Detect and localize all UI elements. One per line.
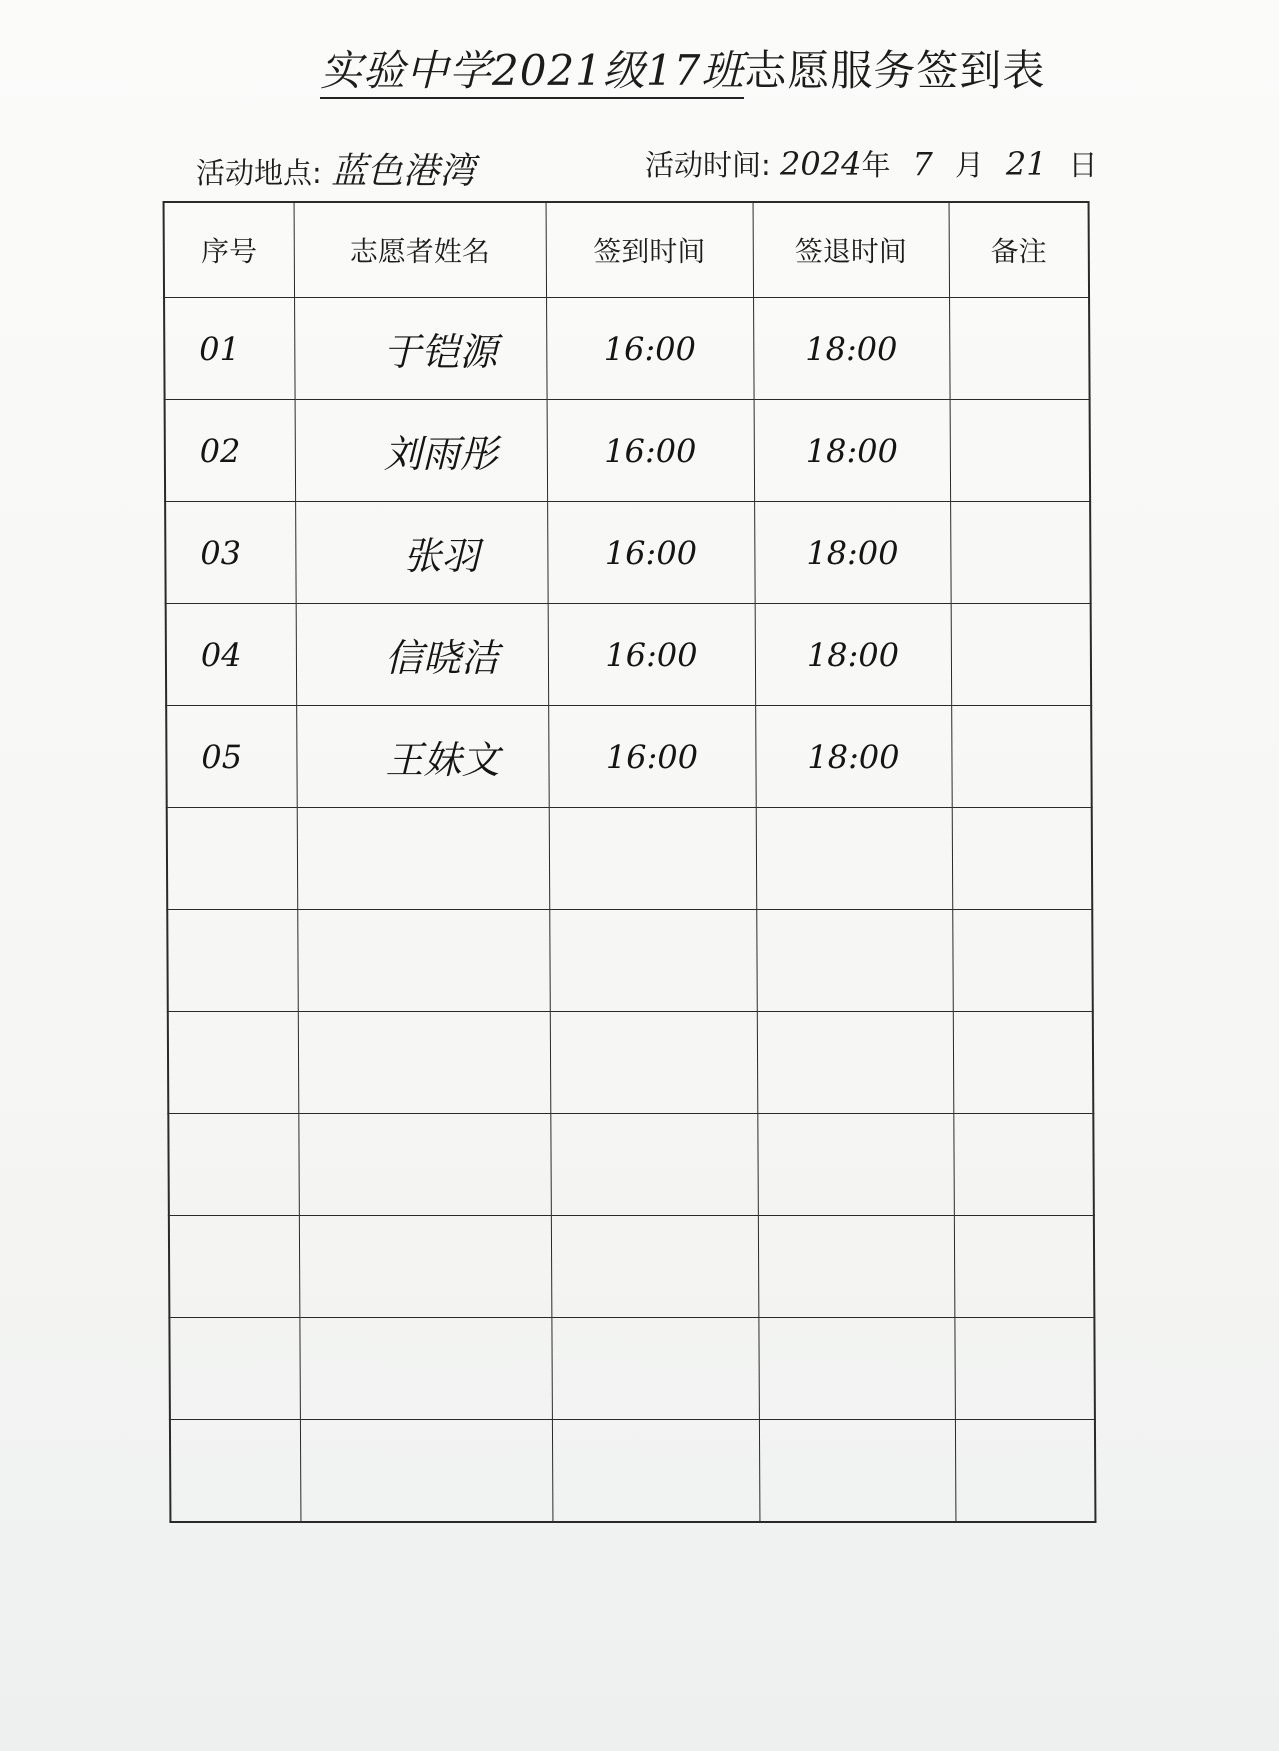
location-value: 蓝色港湾	[331, 151, 476, 192]
time-day: 21	[1005, 145, 1047, 183]
activity-location	[196, 143, 475, 194]
signin-table	[163, 201, 1097, 1523]
empty-cell	[299, 1216, 552, 1318]
empty-cell	[756, 808, 953, 910]
row-note	[951, 706, 1092, 808]
header-checkin-time: 签到时间	[546, 202, 754, 298]
empty-cell	[167, 910, 298, 1012]
row-checkin: 16:00	[547, 502, 755, 604]
row-checkout: 18:00	[755, 604, 952, 706]
header-seq: 序号	[164, 202, 295, 298]
table-row	[164, 298, 1090, 400]
year-unit: 年	[861, 148, 891, 182]
table-row	[165, 400, 1091, 502]
empty-cell	[298, 1114, 551, 1216]
empty-cell	[169, 1318, 300, 1420]
header-volunteer-name: 志愿者姓名	[294, 202, 547, 298]
empty-cell	[758, 1318, 955, 1420]
empty-cell	[549, 910, 757, 1012]
title-handwritten-class: 实验中学2021级17班	[320, 46, 744, 99]
empty-cell	[300, 1420, 553, 1523]
row-checkin: 16:00	[548, 604, 756, 706]
row-checkin: 16:00	[547, 400, 755, 502]
location-label: 活动地点:	[196, 156, 322, 190]
row-checkin: 16:00	[546, 298, 754, 400]
row-seq: 01	[164, 298, 295, 400]
empty-cell	[955, 1420, 1096, 1523]
empty-cell	[757, 1114, 954, 1216]
empty-cell	[954, 1318, 1095, 1420]
empty-cell	[168, 1114, 299, 1216]
empty-cell	[298, 1012, 551, 1114]
row-note	[950, 400, 1091, 502]
empty-row	[169, 1216, 1095, 1318]
row-note	[949, 298, 1090, 400]
title-printed: 志愿服务签到表	[744, 46, 1046, 95]
empty-cell	[167, 808, 298, 910]
empty-cell	[170, 1420, 301, 1523]
empty-cell	[297, 910, 550, 1012]
row-name: 刘雨彤	[295, 400, 548, 502]
empty-cell	[169, 1216, 300, 1318]
table-row	[166, 706, 1092, 808]
row-checkin: 16:00	[548, 706, 756, 808]
empty-row	[170, 1420, 1096, 1523]
row-name: 王妹文	[296, 706, 549, 808]
empty-cell	[757, 1012, 954, 1114]
row-seq: 05	[166, 706, 297, 808]
empty-cell	[953, 1114, 1094, 1216]
empty-cell	[758, 1216, 955, 1318]
empty-cell	[954, 1216, 1095, 1318]
activity-time	[645, 143, 1098, 184]
row-seq: 02	[165, 400, 296, 502]
empty-cell	[551, 1318, 759, 1420]
month-unit: 月	[954, 148, 984, 182]
table-row	[166, 604, 1092, 706]
empty-row	[167, 910, 1093, 1012]
row-seq: 03	[165, 502, 296, 604]
time-year: 2024	[780, 145, 862, 183]
empty-cell	[299, 1318, 552, 1420]
row-name: 于铠源	[294, 298, 547, 400]
form-title	[320, 38, 1046, 98]
header-checkout-time: 签退时间	[753, 202, 950, 298]
row-seq: 04	[166, 604, 297, 706]
day-unit: 日	[1068, 148, 1098, 182]
table-row	[165, 502, 1091, 604]
empty-row	[167, 808, 1093, 910]
empty-cell	[551, 1216, 759, 1318]
row-checkout: 18:00	[754, 400, 951, 502]
empty-row	[168, 1114, 1094, 1216]
empty-cell	[550, 1114, 758, 1216]
empty-cell	[952, 910, 1093, 1012]
empty-cell	[952, 808, 1093, 910]
row-note	[951, 604, 1092, 706]
empty-cell	[552, 1420, 760, 1523]
empty-cell	[759, 1420, 956, 1523]
empty-cell	[549, 808, 757, 910]
time-label: 活动时间:	[645, 148, 771, 182]
row-name: 张羽	[295, 502, 548, 604]
row-name: 信晓洁	[296, 604, 549, 706]
row-note	[950, 502, 1091, 604]
row-checkout: 18:00	[755, 706, 952, 808]
empty-cell	[297, 808, 550, 910]
row-checkout: 18:00	[754, 502, 951, 604]
row-checkout: 18:00	[753, 298, 950, 400]
header-note: 备注	[949, 202, 1090, 298]
empty-row	[169, 1318, 1095, 1420]
time-month: 7	[912, 145, 933, 183]
table-header-row	[164, 202, 1090, 298]
empty-cell	[550, 1012, 758, 1114]
empty-cell	[756, 910, 953, 1012]
empty-cell	[168, 1012, 299, 1114]
empty-cell	[953, 1012, 1094, 1114]
empty-row	[168, 1012, 1094, 1114]
